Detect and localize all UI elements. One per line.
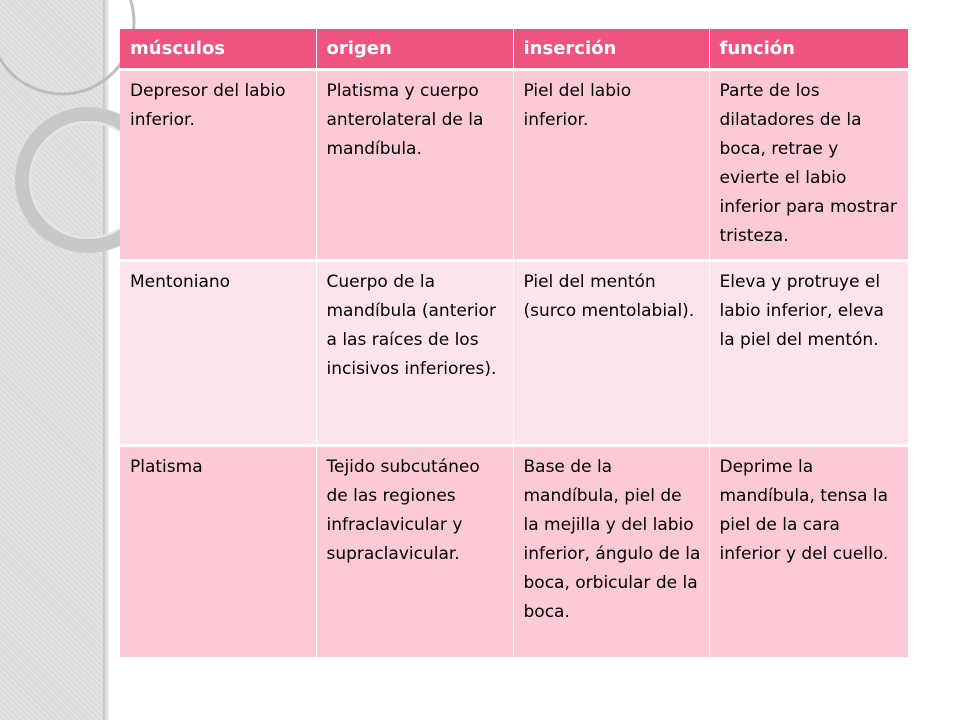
muscle-table: [120, 29, 909, 660]
table-row: [120, 446, 908, 659]
cell-insertion: Base de la mandíbula, piel de la mejilla y del labio inferior, ángulo de la boca, orbicular de la boca.: [513, 446, 709, 659]
decorative-ring-outer: [0, 0, 134, 94]
cell-muscle: Platisma: [120, 446, 316, 659]
header-musculos: músculos: [120, 29, 316, 70]
header-origen: origen: [316, 29, 513, 70]
cell-function: Parte de los dilatadores de la boca, retrae y evierte el labio inferior para mostrar tristeza.: [709, 70, 908, 261]
table-header-row: [120, 29, 908, 70]
cell-insertion: Piel del labio inferior.: [513, 70, 709, 261]
cell-origin: Platisma y cuerpo anterolateral de la mandíbula.: [316, 70, 513, 261]
table-row: [120, 70, 908, 261]
cell-muscle: Mentoniano: [120, 261, 316, 446]
cell-origin: Tejido subcutáneo de las regiones infraclavicular y supraclavicular.: [316, 446, 513, 659]
cell-muscle: Depresor del labio inferior.: [120, 70, 316, 261]
decorative-rings: [0, 0, 140, 300]
cell-function: Deprime la mandíbula, tensa la piel de la cara inferior y del cuello.: [709, 446, 908, 659]
table-row: [120, 261, 908, 446]
header-insercion: inserción: [513, 29, 709, 70]
cell-function: Eleva y protruye el labio inferior, eleva la piel del mentón.: [709, 261, 908, 446]
cell-origin: Cuerpo de la mandíbula (anterior a las raíces de los incisivos inferiores).: [316, 261, 513, 446]
cell-insertion: Piel del mentón (surco mentolabial).: [513, 261, 709, 446]
header-funcion: función: [709, 29, 908, 70]
